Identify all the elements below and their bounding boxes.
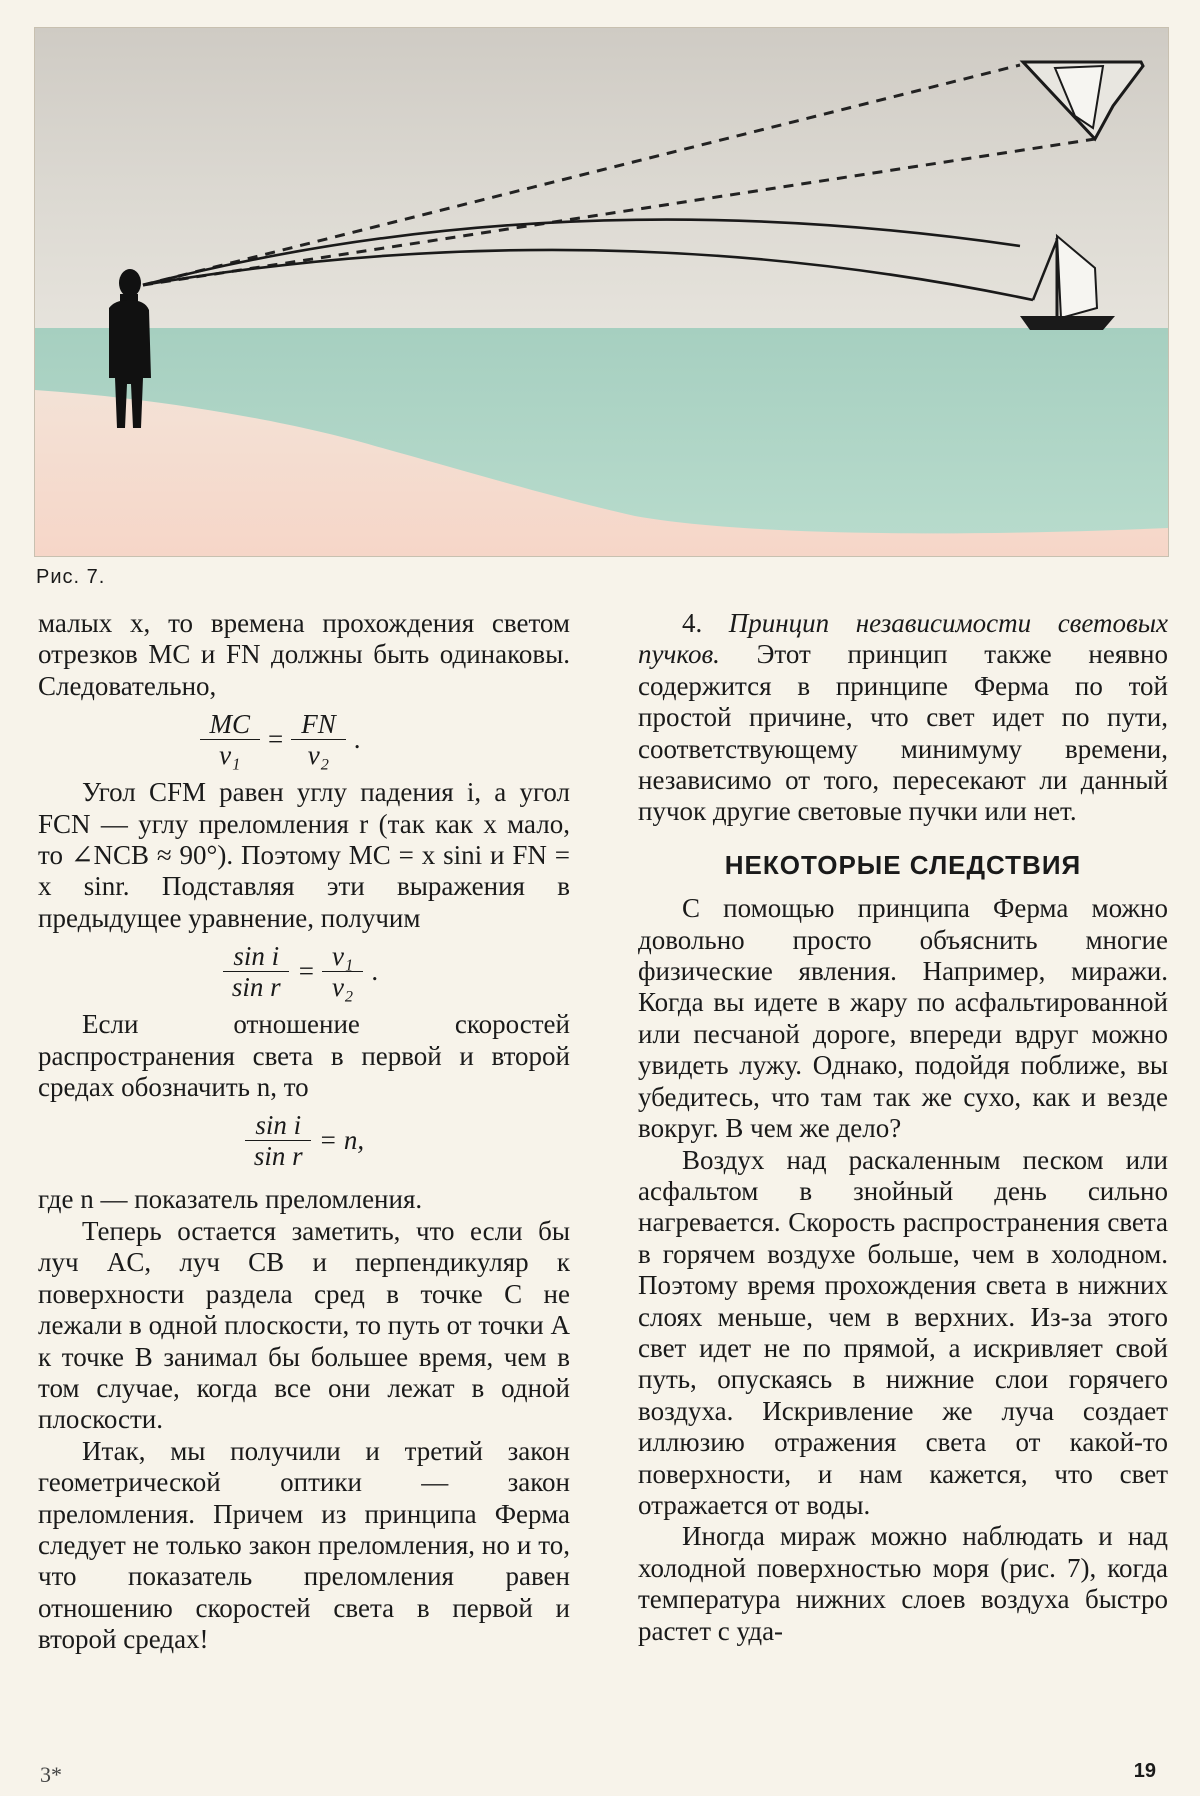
paragraph: Иногда мираж можно наблюдать и над холодной поверхностью моря (рис. 7), когда температура нижних слоев воздуха быстро растет с уда- bbox=[638, 1521, 1168, 1646]
formula-den: v₂ bbox=[331, 972, 354, 1003]
section-heading: НЕКОТОРЫЕ СЛЕДСТВИЯ bbox=[724, 849, 1082, 880]
paragraph: Воздух над раскаленным песком или асфальтом в знойный день сильно нагревается. Скорость распространения света в горячем воздухе больше, чем в холодном. Поэтому время прохождения света в нижних слоях меньше, чем в верхних. Из-за этого свет идет не по прямой, а искривляет свой путь, опускаясь в нижние слои горячего воздуха. Искривление же луча создает иллюзию отражения света от какой-то поверхности, и нам кажется, что свет отражается от воды. bbox=[638, 1144, 1168, 1520]
formula-num: sin i bbox=[245, 1111, 311, 1141]
mirage-illustration bbox=[34, 27, 1169, 557]
formula-den: sin r bbox=[253, 1141, 303, 1172]
formula-op: = bbox=[320, 1125, 336, 1156]
paragraph: Теперь остается заметить, что если бы луч AC, луч CB и перпендикуляр к поверхности раздела сред в точке C не лежали в одной плоскости, то путь от точки A к точке B занимал бы большее время, чем в том случае, когда все они лежат в одной плоскости. bbox=[38, 1215, 570, 1435]
formula-time-equality bbox=[0, 710, 570, 769]
figure-caption: Рис. 7. bbox=[36, 566, 106, 588]
formula-num: sin i bbox=[223, 942, 289, 972]
formula-den: v₁ bbox=[219, 740, 241, 771]
formula-op: = bbox=[268, 724, 284, 755]
paragraph: Если отношение скоростей распространения света в первой и второй средах обозначить n, то bbox=[38, 1009, 570, 1103]
page-number: 19 bbox=[1133, 1760, 1156, 1782]
paragraph: где n — показатель преломления. bbox=[38, 1184, 423, 1215]
formula-num: v₁ bbox=[322, 942, 363, 972]
paragraph: Итак, мы получили и третий закон геометрической оптики — закон преломления. Причем из принципа Ферма следует не только закон преломления, но и то, что показатель преломления равен отношению скоростей света в первой и второй средах! bbox=[38, 1435, 570, 1655]
paragraph-principle bbox=[638, 608, 1168, 828]
paragraph: Угол CFM равен углу падения i, а угол FCN — углу преломления r (так как x мало, то ∠NCB ≈ 90°). Поэтому MC = x sini и FN = x sinr. Подставляя эти выражения в предыдущее уравнение, получим bbox=[38, 777, 570, 933]
formula-den: sin r bbox=[231, 972, 281, 1003]
formula-num: MC bbox=[200, 710, 261, 740]
formula-den: v₂ bbox=[307, 740, 330, 771]
sky bbox=[35, 28, 1168, 330]
mirage-svg bbox=[35, 28, 1168, 556]
formula-tail: . bbox=[353, 724, 361, 755]
formula-tail: n, bbox=[343, 1125, 365, 1156]
principle-number: 4. bbox=[682, 608, 729, 638]
formula-num: FN bbox=[291, 710, 346, 740]
principle-title: Принцип независимости световых пучков. bbox=[638, 608, 1169, 670]
signature-mark: 3* bbox=[40, 1762, 62, 1787]
formula-tail: . bbox=[371, 956, 379, 987]
paragraph: С помощью принципа Ферма можно довольно просто объяснить многие физические явления. Например, миражи. Когда вы идете в жару по асфальтированной или песчаной дороге, впереди вдруг можно увидеть лужу. Однако, подойдя поближе, вы убедитесь, что там так же сухо, как и везде вокруг. В чем же дело? bbox=[638, 893, 1168, 1144]
principle-body: Этот принцип также неявно содержится в принципе Ферма по той простой причине, что свет идет по пути, соответствующему минимуму времени, независимо от того, пересекают ли данный пучок другие световые пучки или нет. bbox=[638, 639, 1168, 827]
left-column bbox=[38, 608, 570, 1656]
formula-refractive-index bbox=[38, 1111, 570, 1170]
formula-op: = bbox=[298, 956, 314, 987]
paragraph: малых x, то времена прохождения светом отрезков MC и FN должны быть одинаковы. Следовательно, bbox=[38, 608, 570, 701]
right-column bbox=[638, 608, 1168, 1647]
formula-snell bbox=[38, 942, 570, 1001]
